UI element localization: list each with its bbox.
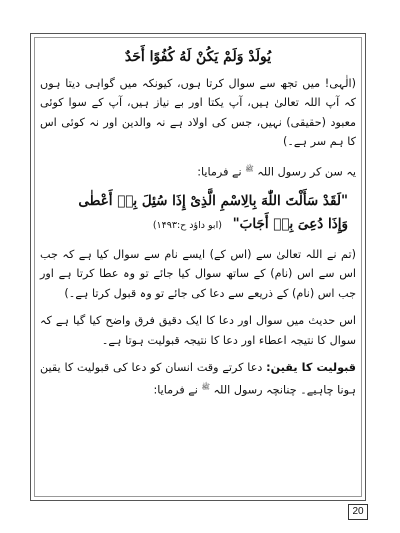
page-number: 20	[348, 504, 368, 520]
quran-verse: يُولَدْ وَلَمْ يَكُنْ لَهُ كُفُوًا أَحَدٌ	[124, 49, 272, 65]
section-heading: قبولیت کا یقین:	[266, 361, 357, 375]
certainty-tail: نے فرمایا:	[153, 383, 198, 397]
salawat-symbol-2: ﷺ	[201, 382, 210, 391]
hadith-text	[40, 190, 356, 237]
salawat-symbol: ﷺ	[245, 164, 254, 173]
translation-paragraph: (الٰہی! میں تجھ سے سوال کرتا ہوں، کیونکہ میں گواہی دیتا ہوں کہ آپ اللہ تعالیٰ ہیں، آپ یکتا اور بے نیاز ہیں، آپ کے سوا کوئی معبود (حقیقی) نہیں، جس کی اولاد ہے نہ والدین اور نہ کوئی اس کا ہم سر ہے۔)	[40, 76, 356, 148]
narration-lead: یہ سن کر رسول اللہ	[257, 165, 356, 179]
explanation-paragraph: اس حدیث میں سوال اور دعا کا ایک دقیق فرق واضح کیا گیا ہے کہ سوال کا نتیجہ اعطاء اور دعا کا نتیجہ قبولیت ہوتا ہے۔	[40, 314, 356, 347]
certainty-paragraph	[40, 358, 356, 400]
hadith-line-2: وَإِذَا دُعِیَ بِهٖ أَجَابَ"	[232, 215, 348, 232]
hadith-translation: (تم نے اللہ تعالیٰ سے (اس کے) ایسے نام سے سوال کیا ہے کہ جب اس سے اس (نام) کے ساتھ سوال کیا جائے تو وہ عطا کرتا ہے اور جب اس (نام) کے ذریعے سے دعا کی جائے تو وہ قبول کرتا ہے۔)	[40, 247, 356, 300]
hadith-line-1: "لَقَدْ سَأَلْتَ اللّٰهَ بِالِاسْمِ الَّذِیْ إِذَا سُئِلَ بِهٖ أَعْطٰی	[78, 192, 348, 209]
page-content	[40, 48, 356, 408]
narration-intro	[40, 160, 356, 182]
certainty-text: دعا کرتے وقت انسان کو دعا کی قبولیت کا یقین ہونا چاہیے۔ چنانچہ رسول اللہ	[40, 361, 356, 397]
hadith-reference: (ابو داؤد ح:۱۴۹۳)	[152, 219, 222, 231]
narration-tail: نے فرمایا:	[197, 165, 242, 179]
